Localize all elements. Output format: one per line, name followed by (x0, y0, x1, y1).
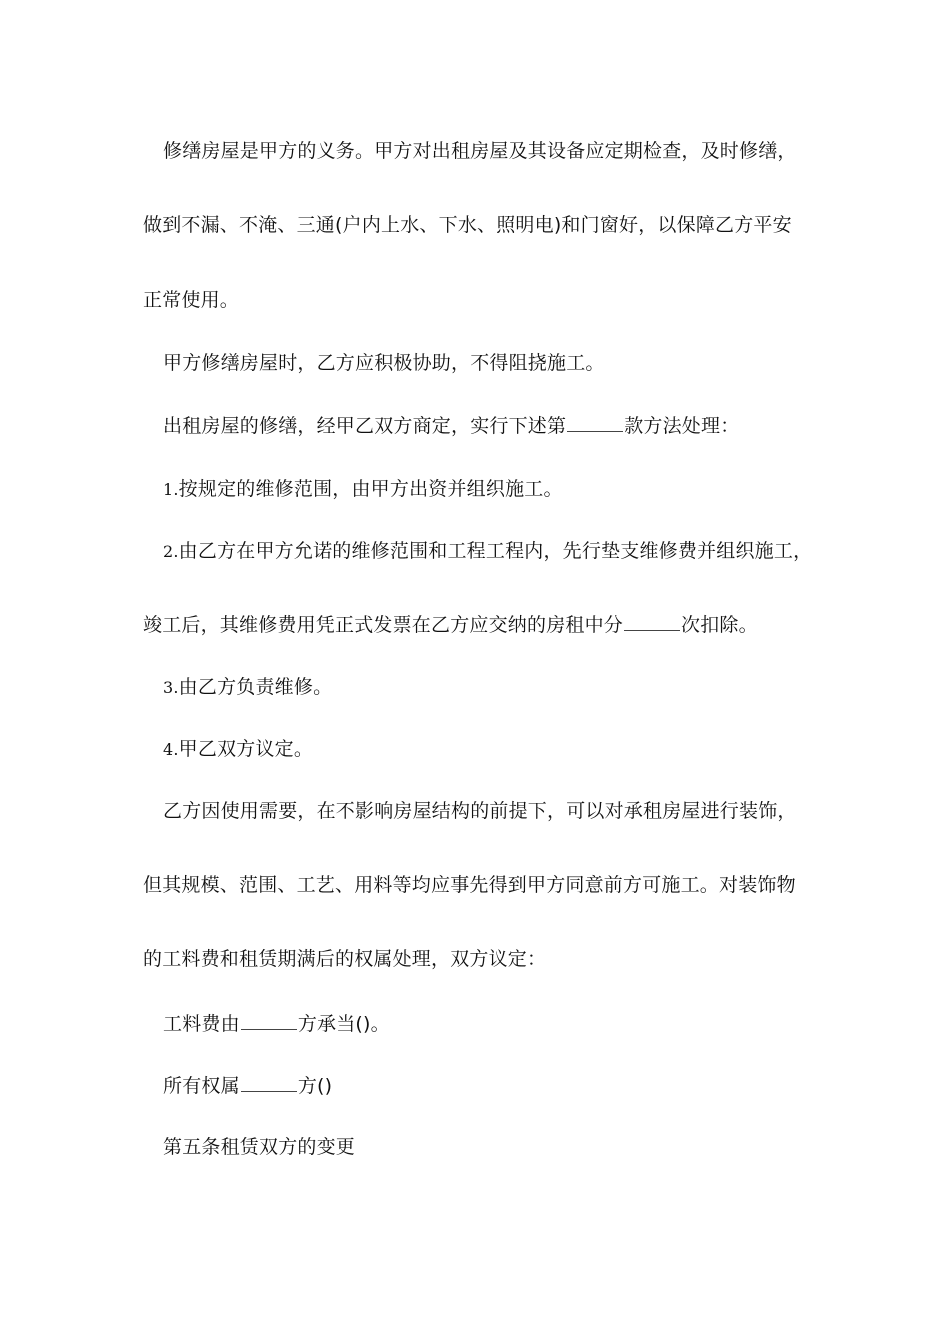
list-item-1-number: 1. (163, 480, 179, 499)
ownership-before: 所有权属 (163, 1075, 240, 1097)
repair-method-text-after: 款方法处理： (624, 415, 740, 437)
list-item-2-text: 由乙方在甲方允诺的维修范围和工程工程内，先行垫支维修费并组织施工， (178, 540, 813, 562)
ownership-after: 方() (297, 1075, 333, 1097)
cost-bearer-after: 方承当()。 (297, 1013, 390, 1035)
list-item-2-cont-before: 竣工后，其维修费用凭正式发票在乙方应交纳的房租中分 (143, 614, 624, 636)
repair-method-text-before: 出租房屋的修缮，经甲乙双方商定，实行下述第 (163, 415, 567, 437)
list-item-2-continuation (143, 612, 823, 637)
list-item-4-text: 甲乙双方议定。 (178, 738, 314, 760)
list-item-1-text: 按规定的维修范围，由甲方出资并组织施工。 (178, 478, 563, 500)
section-heading-article-5: 第五条租赁双方的变更 (163, 1136, 356, 1158)
list-item-4 (163, 737, 843, 762)
paragraph-repair-obligation-line3: 正常使用。 (143, 289, 240, 311)
list-item-2-cont-after: 次扣除。 (681, 614, 758, 636)
paragraph-cost-bearer (163, 1011, 843, 1036)
list-item-3 (163, 675, 843, 700)
list-item-4-number: 4. (163, 740, 179, 759)
repair-method-blank (567, 413, 623, 432)
list-item-3-text: 由乙方负责维修。 (178, 676, 333, 698)
paragraph-repair-obligation-line2: 做到不漏、不淹、三通(户内上水、下水、照明电)和门窗好，以保障乙方平安 (143, 214, 792, 236)
paragraph-decoration-line2: 但其规模、范围、工艺、用料等均应事先得到甲方同意前方可施工。对装饰物 (143, 874, 796, 896)
paragraph-decoration-line1: 乙方因使用需要，在不影响房屋结构的前提下，可以对承租房屋进行装饰， (163, 800, 797, 822)
paragraph-repair-method (163, 413, 843, 438)
paragraph-cooperation: 甲方修缮房屋时，乙方应积极协助，不得阻挠施工。 (163, 352, 605, 374)
list-item-1 (163, 477, 843, 502)
ownership-blank (241, 1073, 297, 1092)
paragraph-ownership (163, 1073, 843, 1098)
cost-bearer-before: 工料费由 (163, 1013, 240, 1035)
installment-blank (624, 612, 680, 631)
list-item-3-number: 3. (163, 678, 179, 697)
list-item-2 (163, 539, 843, 564)
cost-bearer-blank (241, 1011, 297, 1030)
list-item-2-number: 2. (163, 542, 179, 561)
paragraph-decoration-line3: 的工料费和租赁期满后的权属处理，双方议定： (143, 948, 547, 970)
paragraph-repair-obligation-line1: 修缮房屋是甲方的义务。甲方对出租房屋及其设备应定期检查，及时修缮， (163, 140, 797, 162)
